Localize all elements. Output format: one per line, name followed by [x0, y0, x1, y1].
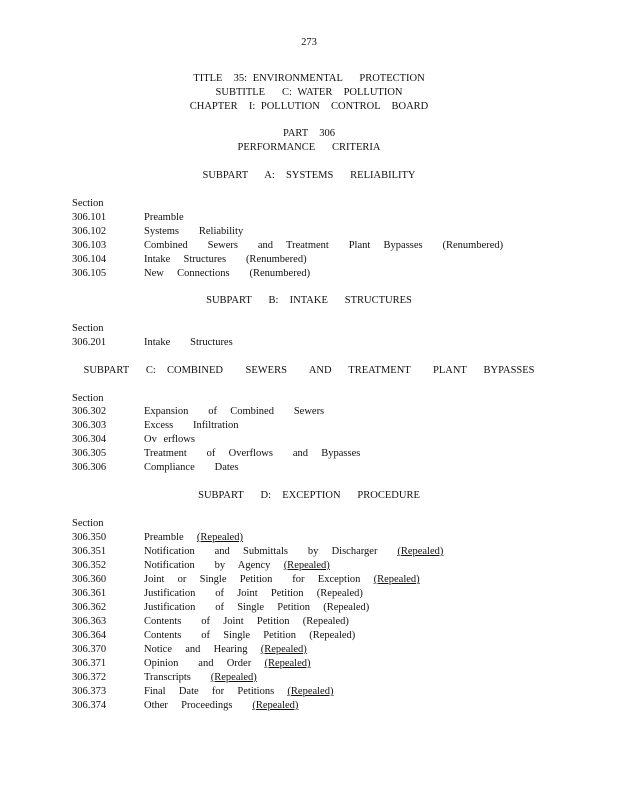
section-number: 306.363	[72, 616, 107, 627]
section-number: 306.360	[72, 574, 107, 585]
section-status: (Repealed)	[309, 630, 356, 641]
title-line: TITLE 35: ENVIRONMENTAL PROTECTION	[193, 73, 425, 84]
section-label: Section	[72, 393, 104, 404]
section-label: Section	[72, 323, 104, 334]
part-title: PERFORMANCE CRITERIA	[237, 142, 381, 153]
section-title: Final Date for Petitions	[144, 686, 275, 697]
section-number: 306.373	[72, 686, 107, 697]
subpart-a-heading: SUBPART A: SYSTEMS RELIABILITY	[202, 170, 416, 181]
section-title: Justification of Single Petition	[144, 602, 310, 613]
section-number: 306.350	[72, 532, 107, 543]
subpart-d-heading: SUBPART D: EXCEPTION PROCEDURE	[198, 490, 420, 501]
section-number: 306.351	[72, 546, 107, 557]
section-label: Section	[72, 518, 104, 529]
section-number: 306.372	[72, 672, 107, 683]
section-status: (Repealed)	[287, 686, 334, 697]
section-number: 306.374	[72, 700, 107, 711]
section-title: New Connections	[144, 268, 230, 279]
section-status: (Repealed)	[302, 616, 349, 627]
section-status: (Repealed)	[260, 644, 307, 655]
section-number: 306.303	[72, 420, 107, 431]
section-number: 306.352	[72, 560, 107, 571]
section-status: (Repealed)	[252, 700, 299, 711]
section-number: 306.302	[72, 406, 107, 417]
section-number: 306.305	[72, 448, 107, 459]
section-status: (Repealed)	[316, 588, 363, 599]
section-title: Systems Reliability	[144, 226, 244, 237]
section-title: Preamble	[144, 212, 184, 223]
section-title: Transcripts	[144, 672, 191, 683]
section-status: (Repealed)	[323, 602, 370, 613]
section-status: (Repealed)	[373, 574, 420, 585]
section-number: 306.201	[72, 337, 107, 348]
section-title: Intake Structures	[144, 337, 233, 348]
section-number: 306.101	[72, 212, 107, 223]
subtitle-line: SUBTITLE C: WATER POLLUTION	[215, 87, 403, 98]
part-number: PART 306	[282, 128, 336, 139]
section-number: 306.364	[72, 630, 107, 641]
section-status: (Renumbered)	[442, 240, 504, 251]
section-status: (Repealed)	[196, 532, 243, 543]
section-title: Treatment of Overflows and Bypasses	[144, 448, 361, 459]
section-title: Justification of Joint Petition	[144, 588, 304, 599]
page-number: 273	[301, 37, 317, 48]
section-status: (Repealed)	[397, 546, 444, 557]
section-label: Section	[72, 198, 104, 209]
section-title: Contents of Joint Petition	[144, 616, 290, 627]
section-number: 306.103	[72, 240, 107, 251]
section-status: (Repealed)	[264, 658, 311, 669]
section-status: (Renumbered)	[249, 268, 311, 279]
section-title: Joint or Single Petition for Exception	[144, 574, 361, 585]
section-title: Compliance Dates	[144, 462, 239, 473]
section-title: Notice and Hearing	[144, 644, 248, 655]
section-number: 306.370	[72, 644, 107, 655]
section-title: Combined Sewers and Treatment Plant Bypasses	[144, 240, 423, 251]
section-number: 306.102	[72, 226, 107, 237]
section-status: (Repealed)	[283, 560, 330, 571]
section-title: Opinion and Order	[144, 658, 252, 669]
chapter-line: CHAPTER I: POLLUTION CONTROL BOARD	[189, 101, 429, 112]
section-number: 306.105	[72, 268, 107, 279]
section-title: Other Proceedings	[144, 700, 233, 711]
section-title: Ov erflows	[144, 434, 195, 445]
subpart-c-heading: SUBPART C: COMBINED SEWERS AND TREATMENT PLANT BYPASSES	[83, 365, 535, 376]
section-number: 306.362	[72, 602, 107, 613]
section-title: Contents of Single Petition	[144, 630, 296, 641]
section-status: (Repealed)	[210, 672, 257, 683]
section-number: 306.306	[72, 462, 107, 473]
section-number: 306.371	[72, 658, 107, 669]
section-number: 306.361	[72, 588, 107, 599]
section-title: Expansion of Combined Sewers	[144, 406, 325, 417]
section-title: Notification and Submittals by Discharger	[144, 546, 378, 557]
section-title: Excess Infiltration	[144, 420, 239, 431]
section-title: Intake Structures	[144, 254, 227, 265]
section-title: Preamble	[144, 532, 184, 543]
section-number: 306.304	[72, 434, 107, 445]
section-number: 306.104	[72, 254, 107, 265]
section-title: Notification by Agency	[144, 560, 271, 571]
section-status: (Renumbered)	[245, 254, 307, 265]
subpart-b-heading: SUBPART B: INTAKE STRUCTURES	[206, 295, 412, 306]
